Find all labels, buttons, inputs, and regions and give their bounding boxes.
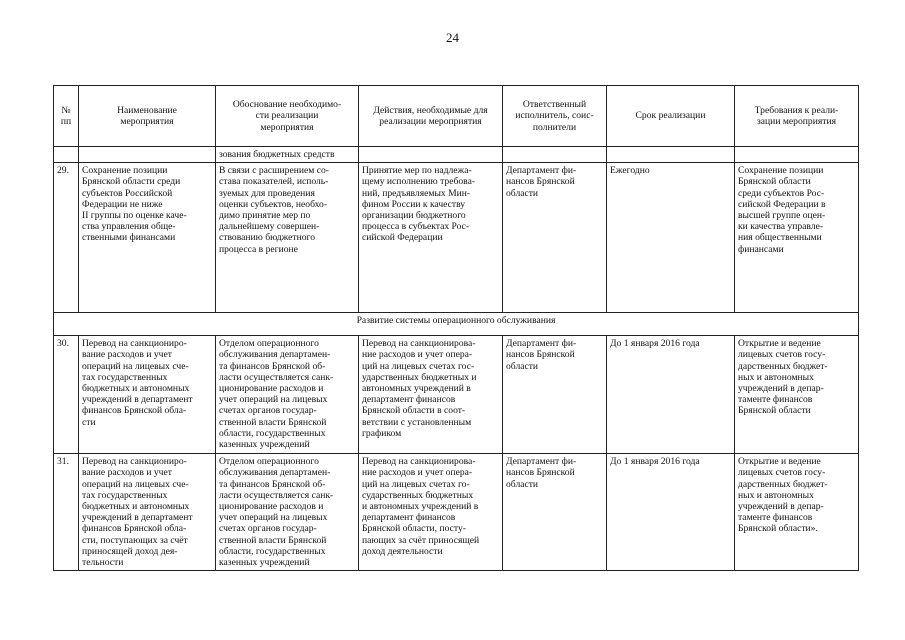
continuation-row xyxy=(54,147,859,163)
table-row xyxy=(54,163,859,313)
row-deadline: До 1 января 2016 года xyxy=(607,336,735,454)
row-justification: Отделом операционного обслуживания департамен- та финансов Брянской об- ласти осуществляется санк- ционирование расходов и учет операций на лицевых счетах органов государ- ственной власти Брянской области, государственных казенных учреждений xyxy=(216,336,359,454)
row-deadline: До 1 января 2016 года xyxy=(607,454,735,571)
row-justification: Отделом операционного обслуживания департамен- та финансов Брянской об- ласти осуществляется санк- ционирование расходов и учет операций на лицевых счетах органов государ- ственной власти Брянской области, государственных казенных учреждений xyxy=(216,454,359,571)
measures-table xyxy=(53,85,859,571)
row-number: 31. xyxy=(54,454,79,571)
row-responsible: Департамент фи- нансов Брянской области xyxy=(503,336,607,454)
header-responsible: Ответственный исполнитель, соис- полнители xyxy=(503,86,607,147)
continuation-cell: зования бюджетных средств xyxy=(216,147,359,163)
row-number: 30. xyxy=(54,336,79,454)
table-row xyxy=(54,336,859,454)
row-requirements: Сохранение позиции Брянской области среди субъектов Рос- сийской Федерации в высшей группе оцен- ки качества управле- ния общественными финансами xyxy=(735,163,859,313)
header-justification: Обоснование необходимо- сти реализации мероприятия xyxy=(216,86,359,147)
row-number: 29. xyxy=(54,163,79,313)
table-header-row xyxy=(54,86,859,147)
row-responsible: Департамент фи- нансов Брянской области xyxy=(503,454,607,571)
row-name: Сохранение позиции Брянской области среди субъектов Российской Федерации не ниже II группы по оценке каче- ства управления обще- ственными финансами xyxy=(79,163,216,313)
table-row xyxy=(54,454,859,571)
row-requirements: Открытие и ведение лицевых счетов госу- дарственных бюджет- ных и автономных учреждений в депар- таменте финансов Брянской области». xyxy=(735,454,859,571)
header-actions: Действия, необходимые для реализации мероприятия xyxy=(359,86,503,147)
row-deadline: Ежегодно xyxy=(607,163,735,313)
row-requirements: Открытие и ведение лицевых счетов госу- дарственных бюджет- ных и автономных учреждений в депар- таменте финансов Брянской области xyxy=(735,336,859,454)
row-actions: Перевод на санкционирова- ние расходов и учет опера- ций на лицевых счетах го- сударственных бюджетных и автономных учреждений в департамент финансов Брянской области, посту- пающих за счёт приносящей доход деятельности xyxy=(359,454,503,571)
header-number: № пп xyxy=(54,86,79,147)
page-number: 24 xyxy=(446,30,459,45)
row-name: Перевод на санкциониро- вание расходов и учет операций на лицевых сче- тах государственных бюджетных и автономных учреждений в департамент финансов Брянской обла- сти, поступающих за счёт приносящей доход дея- тельности xyxy=(79,454,216,571)
row-name: Перевод на санкциониро- вание расходов и учет операций на лицевых сче- тах государственных бюджетных и автономных учреждений в департамент финансов Брянской обла- сти xyxy=(79,336,216,454)
header-requirements: Требования к реали- зации мероприятия xyxy=(735,86,859,147)
header-name: Наименование мероприятия xyxy=(79,86,216,147)
row-justification: В связи с расширением со- става показателей, исполь- зуемых для проведения оценки субъектов, необхо- димо принятие мер по дальнейшему совершен- ствованию бюджетного процесса в регионе xyxy=(216,163,359,313)
section-row xyxy=(54,313,859,336)
row-actions: Перевод на санкционирова- ние расходов и учет опера- ций на лицевых счетах гос- ударственных бюджетных и автономных учреждений в департамент финансов Брянской области в соот- ветствии с установленным графиком xyxy=(359,336,503,454)
row-actions: Принятие мер по надлежа- щему исполнению требова- ний, предъявляемых Мин- фином России к качеству организации бюджетного процесса в субъектах Рос- сийской Федерации xyxy=(359,163,503,313)
section-title: Развитие системы операционного обслуживания xyxy=(54,313,859,336)
header-deadline: Срок реализации xyxy=(607,86,735,147)
row-responsible: Департамент фи- нансов Брянской области xyxy=(503,163,607,313)
